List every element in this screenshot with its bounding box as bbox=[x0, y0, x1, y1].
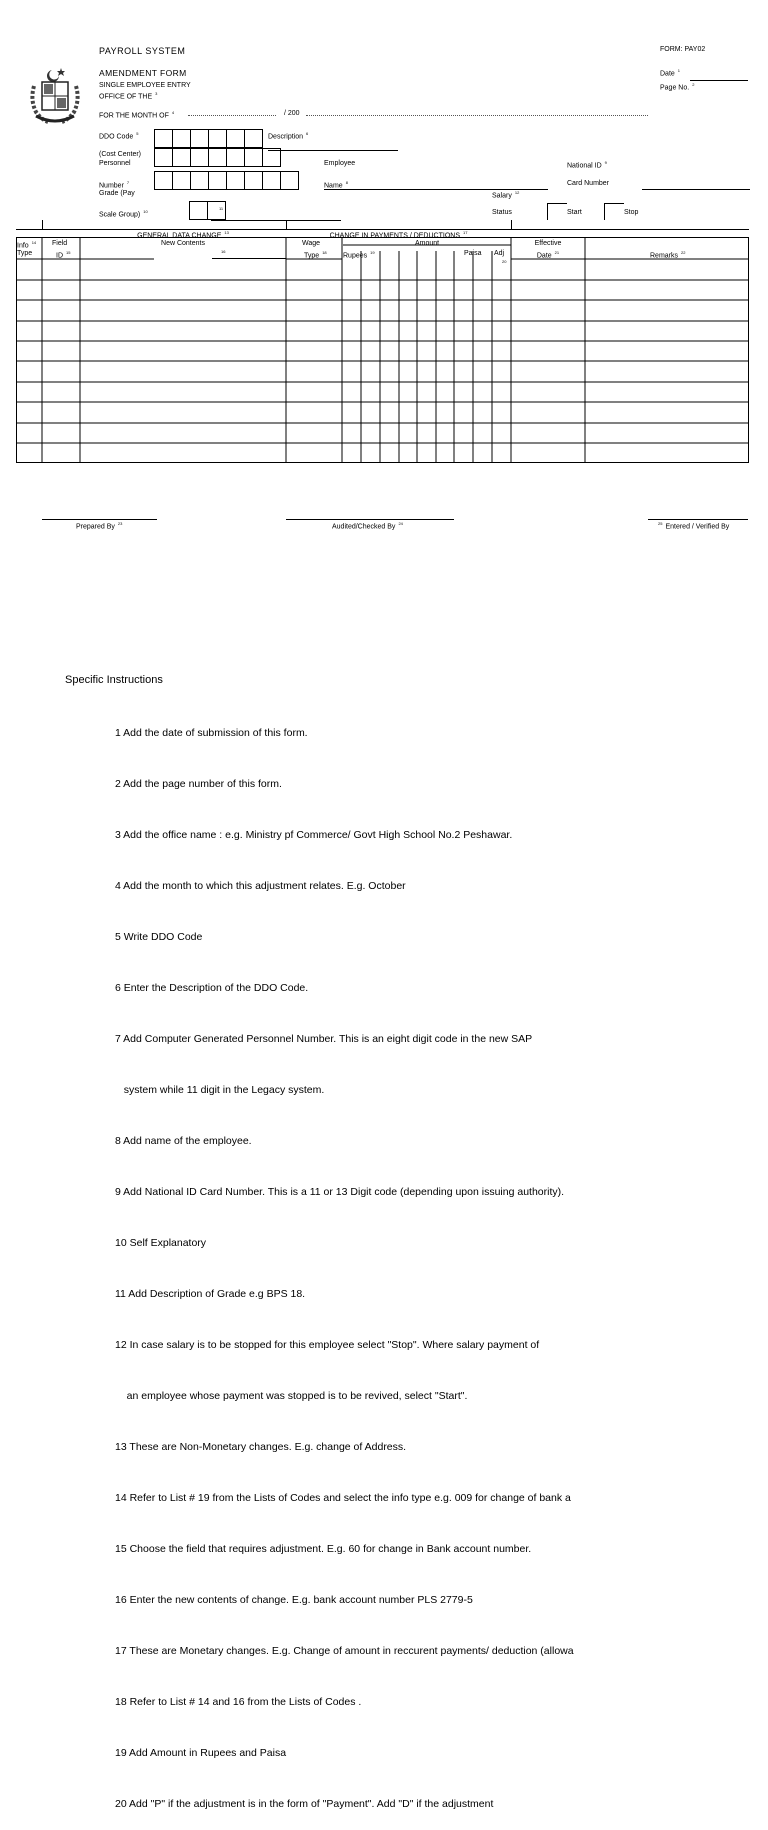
date-label: Date $^1$ bbox=[660, 68, 681, 78]
field-id-header-2: ID $^{15}$ bbox=[56, 250, 71, 260]
start-checkbox[interactable] bbox=[547, 203, 567, 220]
info-type-header-1: Info $^{14}$ bbox=[17, 240, 37, 250]
effective-date-header-1: Effective bbox=[534, 240, 562, 247]
amendment-table-grid[interactable] bbox=[16, 237, 749, 463]
date-field-line bbox=[690, 80, 748, 81]
prepared-by-label: Prepared By $^{23}$ bbox=[76, 521, 123, 531]
instruction-item: an employee whose payment was stopped is to be revived, select "Start". bbox=[115, 1390, 468, 1402]
name-label: Name $^8$ bbox=[324, 180, 348, 190]
field-id-header-1: Field bbox=[52, 240, 68, 247]
month-field-line bbox=[188, 115, 276, 116]
month-label: FOR THE MONTH OF $^4$ bbox=[99, 110, 175, 120]
instruction-item: 10 Self Explanatory bbox=[115, 1237, 207, 1249]
stop-label: Stop bbox=[624, 209, 639, 216]
adj-header: Adj bbox=[494, 250, 505, 257]
table-left-bracket bbox=[42, 220, 43, 230]
new-contents-ref: 16 bbox=[221, 249, 226, 254]
instruction-item: 11 Add Description of Grade e.g BPS 18. bbox=[115, 1288, 306, 1300]
grade-description-ref: 11 bbox=[219, 206, 224, 211]
status-label: Status bbox=[492, 209, 512, 216]
description-field-line bbox=[268, 150, 398, 151]
wage-type-header-1: Wage bbox=[302, 240, 321, 247]
page-label: Page No. $^2$ bbox=[660, 82, 695, 92]
ddo-code-boxes[interactable] bbox=[155, 129, 263, 148]
stop-checkbox[interactable] bbox=[604, 203, 624, 220]
instruction-item: 12 In case salary is to be stopped for this employee select "Stop". Where salary payment of bbox=[115, 1339, 540, 1351]
paisa-header: Paisa bbox=[464, 250, 482, 257]
instruction-item: 6 Enter the Description of the DDO Code. bbox=[115, 982, 309, 994]
instruction-item: system while 11 digit in the Legacy system. bbox=[115, 1084, 325, 1096]
instruction-item: 9 Add National ID Card Number. This is a 11 or 13 Digit code (depending upon issuing authority). bbox=[115, 1186, 565, 1198]
number-label: Number $^7$ bbox=[99, 180, 130, 190]
instructions-list bbox=[115, 690, 574, 1830]
grade-description-line bbox=[211, 220, 341, 221]
instruction-item: 7 Add Computer Generated Personnel Number. This is an eight digit code in the new SAP bbox=[115, 1033, 533, 1045]
instruction-item: 19 Add Amount in Rupees and Paisa bbox=[115, 1747, 287, 1759]
card-number-label: Card Number bbox=[567, 180, 610, 187]
description-label: Description $^6$ bbox=[268, 131, 309, 141]
scale-group-label: Scale Group) $^{10}$ bbox=[99, 209, 148, 219]
personnel-number-boxes-top[interactable] bbox=[155, 148, 281, 167]
rupees-header: Rupees $^{19}$ bbox=[343, 250, 375, 260]
audited-by-line bbox=[286, 519, 454, 520]
start-label: Start bbox=[567, 209, 582, 216]
instruction-item: 5 Write DDO Code bbox=[115, 931, 203, 943]
instruction-item: 8 Add name of the employee. bbox=[115, 1135, 252, 1147]
form-title: AMENDMENT FORM bbox=[99, 68, 187, 78]
effective-date-header-2: Date $^{21}$ bbox=[536, 250, 560, 260]
national-id-label: National ID $^9$ bbox=[567, 160, 607, 170]
entered-by-label: $^{25}$ Entered / Verified By bbox=[658, 521, 730, 531]
instruction-item: 18 Refer to List # 14 and 16 from the Lists of Codes . bbox=[115, 1696, 362, 1708]
instruction-item: 13 These are Non-Monetary changes. E.g. change of Address. bbox=[115, 1441, 407, 1453]
new-contents-header: New Contents bbox=[161, 240, 205, 247]
table-right-bracket bbox=[511, 220, 512, 230]
amount-header: Amount bbox=[414, 240, 440, 247]
ddo-code-label: DDO Code $^5$ bbox=[99, 131, 139, 141]
table-mid-bracket bbox=[286, 220, 287, 230]
change-in-payments-header: CHANGE IN PAYMENTS / DEDUCTIONS $^{17}$ bbox=[329, 230, 468, 240]
instruction-item: 17 These are Monetary changes. E.g. Change of amount in reccurent payments/ deduction (allowa bbox=[115, 1645, 574, 1657]
instruction-item: 20 Add "P" if the adjustment is in the form of "Payment". Add "D" if the adjustment bbox=[115, 1798, 494, 1810]
employee-label: Employee bbox=[324, 160, 356, 167]
form-code: FORM: PAY02 bbox=[660, 46, 706, 53]
personnel-number-boxes-bottom[interactable] bbox=[155, 171, 299, 190]
instruction-item: 1 Add the date of submission of this form. bbox=[115, 727, 308, 739]
instruction-item: 16 Enter the new contents of change. E.g. bank account number PLS 2779-5 bbox=[115, 1594, 473, 1606]
wage-type-header-2: Type $^{18}$ bbox=[304, 250, 327, 260]
instructions-title: Specific Instructions bbox=[65, 674, 163, 686]
instruction-item: 15 Choose the field that requires adjustment. E.g. 60 for change in Bank account number. bbox=[115, 1543, 532, 1555]
info-type-header-2: Type bbox=[17, 250, 33, 257]
entered-by-line bbox=[648, 519, 748, 520]
prepared-by-line bbox=[42, 519, 157, 520]
audited-by-label: Audited/Checked By $^{24}$ bbox=[332, 521, 403, 531]
salary-label: Salary $^{12}$ bbox=[492, 190, 520, 200]
system-title: PAYROLL SYSTEM bbox=[99, 46, 186, 56]
instruction-item: 3 Add the office name : e.g. Ministry pf Commerce/ Govt High School No.2 Peshawar. bbox=[115, 829, 513, 841]
remarks-header: Remarks $^{22}$ bbox=[650, 250, 686, 260]
entry-type: SINGLE EMPLOYEE ENTRY bbox=[99, 82, 191, 89]
government-emblem bbox=[28, 66, 82, 126]
year-prefix: / 200 bbox=[284, 110, 300, 117]
instruction-item: 4 Add the month to which this adjustment relates. E.g. October bbox=[115, 880, 406, 892]
general-data-change-header: GENERAL DATA CHANGE $^{13}$ bbox=[137, 230, 229, 240]
instruction-item: 14 Refer to List # 19 from the Lists of Codes and select the info type e.g. 009 for change of bank a bbox=[115, 1492, 571, 1504]
office-label: OFFICE OF THE $^3$ bbox=[99, 91, 158, 101]
cost-center-label: (Cost Center) bbox=[99, 151, 142, 158]
adj-ref: 20 bbox=[502, 259, 507, 264]
office-dotted-line bbox=[306, 115, 648, 116]
grade-pay-label: Grade (Pay bbox=[99, 190, 135, 197]
personnel-label: Personnel bbox=[99, 160, 131, 167]
national-id-line bbox=[642, 189, 750, 190]
instruction-item: 2 Add the page number of this form. bbox=[115, 778, 282, 790]
